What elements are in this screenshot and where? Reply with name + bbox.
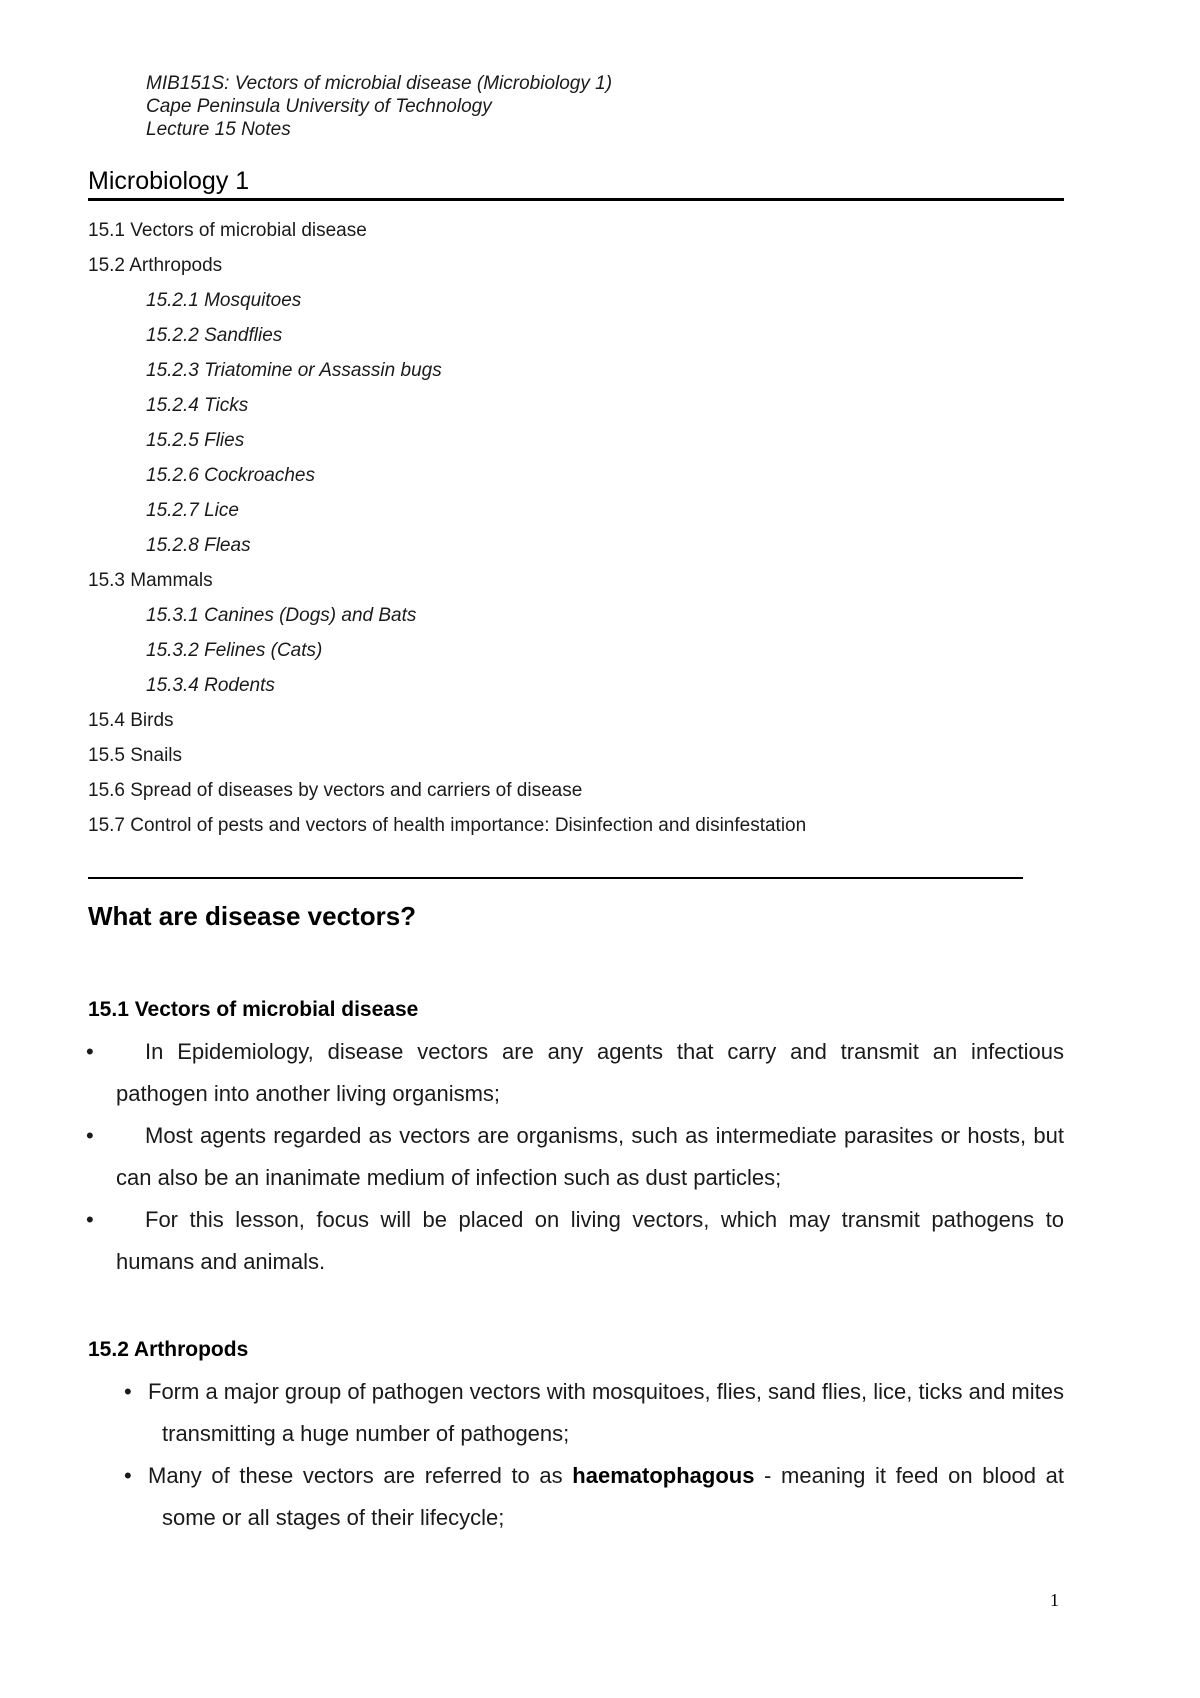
toc-item: 15.2 Arthropods	[88, 255, 223, 276]
header-course: MIB151S: Vectors of microbial disease (Microbiology 1)	[146, 73, 613, 94]
toc-item: 15.2.5 Flies	[146, 430, 245, 451]
toc-item: 15.2.6 Cockroaches	[146, 465, 315, 486]
main-heading: What are disease vectors?	[88, 901, 417, 931]
toc-item: 15.3 Mammals	[88, 570, 213, 591]
section-heading-15-2: 15.2 Arthropods	[88, 1338, 249, 1361]
header-institution: Cape Peninsula University of Technology	[146, 96, 492, 117]
title-divider	[88, 198, 1064, 201]
bullet-text-post: - meaning it feed on blood at some or all stages of their lifecycle;	[162, 1463, 1064, 1530]
term-haematophagous: haematophagous	[572, 1463, 755, 1488]
bullet-icon: •	[86, 1039, 94, 1064]
list-item	[84, 1115, 1064, 1199]
list-item	[124, 1455, 1064, 1539]
toc-item: 15.2.3 Triatomine or Assassin bugs	[146, 360, 442, 381]
toc-item: 15.1 Vectors of microbial disease	[88, 220, 367, 241]
toc-item: 15.2.4 Ticks	[146, 395, 249, 416]
header-lecture: Lecture 15 Notes	[146, 119, 291, 140]
toc-item: 15.2.7 Lice	[146, 500, 239, 521]
list-item	[84, 1199, 1064, 1283]
page-number: 1	[1050, 1590, 1059, 1610]
document-header	[146, 72, 612, 141]
bullet-icon: •	[86, 1207, 94, 1232]
toc-item: 15.6 Spread of diseases by vectors and carriers of disease	[88, 780, 583, 801]
list-item	[84, 1031, 1064, 1115]
bullet-text: For this lesson, focus will be placed on living vectors, which may transmit pathogens to humans and animals.	[116, 1207, 1064, 1274]
bullet-text: Most agents regarded as vectors are organisms, such as intermediate parasites or hosts, but can also be an inanimate medium of infection such as dust particles;	[116, 1123, 1064, 1190]
bullet-icon: •	[86, 1123, 94, 1148]
toc-item: 15.2.8 Fleas	[146, 535, 251, 556]
section-divider	[88, 877, 1023, 879]
toc-item: 15.5 Snails	[88, 745, 183, 766]
page-title: Microbiology 1	[88, 167, 250, 195]
bullet-text: Form a major group of pathogen vectors with mosquitoes, flies, sand flies, lice, ticks and mites transmitting a huge number of pathogens;	[148, 1379, 1064, 1446]
toc-item: 15.3.4 Rodents	[146, 675, 275, 696]
bullet-icon: •	[124, 1463, 132, 1488]
toc-item: 15.2.2 Sandflies	[146, 325, 283, 346]
bullet-text: In Epidemiology, disease vectors are any agents that carry and transmit an infectious pathogen into another living organisms;	[116, 1039, 1064, 1106]
toc-item: 15.3.1 Canines (Dogs) and Bats	[146, 605, 417, 626]
toc-item: 15.2.1 Mosquitoes	[146, 290, 302, 311]
toc-item: 15.7 Control of pests and vectors of health importance: Disinfection and disinfestation	[88, 815, 807, 836]
list-item	[124, 1371, 1064, 1455]
bullet-text-pre: Many of these vectors are referred to as	[148, 1463, 563, 1488]
toc-item: 15.3.2 Felines (Cats)	[146, 640, 323, 661]
toc-item: 15.4 Birds	[88, 710, 174, 731]
section-heading-15-1: 15.1 Vectors of microbial disease	[88, 998, 419, 1021]
bullet-icon: •	[124, 1379, 132, 1404]
table-of-contents	[88, 218, 806, 848]
